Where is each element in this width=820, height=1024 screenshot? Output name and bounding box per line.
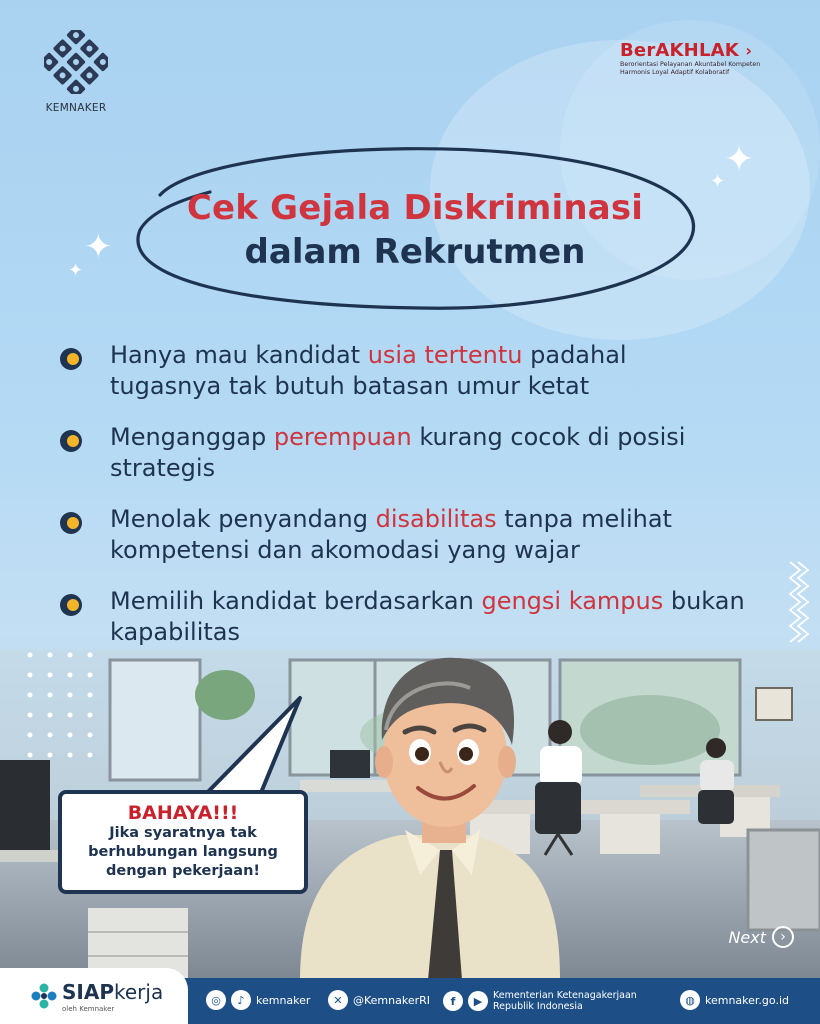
- sparkle-icon: ✦: [68, 260, 84, 281]
- next-button[interactable]: [728, 926, 794, 948]
- list-item-text: Menolak penyandang disabilitas tanpa melihat kompetensi dan akomodasi yang wajar: [110, 505, 672, 564]
- berakhlak-line2: Harmonis Loyal Adaptif Kolaboratif: [620, 69, 730, 76]
- title-line1: Cek Gejala Diskriminasi: [186, 188, 644, 228]
- siapkerja-wordmark: SIAPkerja: [62, 980, 164, 1004]
- bubble-line3: dengan pekerjaan!: [106, 863, 260, 879]
- list-item: [58, 504, 778, 566]
- bullet-dot-icon: [60, 348, 82, 370]
- symptom-list: [58, 340, 778, 668]
- ministry-line1: Kementerian Ketenagakerjaan: [493, 990, 637, 1001]
- sparkle-icon: ✦: [724, 139, 755, 180]
- highlight-text: disabilitas: [375, 505, 497, 533]
- x-icon[interactable]: ✕: [328, 990, 348, 1010]
- chevron-right-icon: ›: [745, 41, 753, 60]
- list-item-text: Memilih kandidat berdasarkan gengsi kampus bukan kapabilitas: [110, 587, 745, 646]
- list-item-text: Menganggap perempuan kurang cocok di posisi strategis: [110, 423, 686, 482]
- ministry-name: [493, 990, 637, 1012]
- footer-social-x: [328, 990, 430, 1010]
- bubble-title: BAHAYA!!!: [127, 802, 239, 824]
- berakhlak-badge: [620, 40, 780, 77]
- siapkerja-logo: [30, 982, 58, 1010]
- berakhlak-title: [620, 40, 780, 61]
- sparkle-icon: ✦: [710, 171, 726, 192]
- zigzag-decoration: [786, 560, 812, 644]
- berakhlak-title-text: BerAKHLAK: [620, 40, 739, 61]
- highlight-text: gengsi kampus: [481, 587, 664, 615]
- globe-icon[interactable]: ◍: [680, 990, 700, 1010]
- title-line2: dalam Rekrutmen: [244, 232, 586, 272]
- kemnaker-logo-mark: [44, 30, 108, 94]
- social-handle-1[interactable]: kemnaker: [256, 993, 311, 1007]
- siapkerja-sub: oleh Kemnaker: [62, 1005, 115, 1013]
- list-item: [58, 586, 778, 648]
- footer-social-kemnaker: [206, 990, 310, 1010]
- bubble-line2: berhubungan langsung: [88, 844, 278, 860]
- bullet-dot-icon: [60, 512, 82, 534]
- footer-website: [680, 990, 789, 1010]
- website-link[interactable]: kemnaker.go.id: [705, 993, 789, 1007]
- org-name: KEMNAKER: [45, 102, 107, 114]
- list-item: [58, 422, 778, 484]
- sparkle-icon: ✦: [84, 227, 113, 267]
- speech-bubble: [58, 790, 308, 894]
- bubble-line1: Jika syaratnya tak: [109, 825, 257, 841]
- youtube-icon[interactable]: ▶: [468, 991, 488, 1011]
- ministry-line2: Republik Indonesia: [493, 1001, 583, 1012]
- kemnaker-logo: [40, 30, 112, 114]
- facebook-icon[interactable]: f: [443, 991, 463, 1011]
- instagram-icon[interactable]: ◎: [206, 990, 226, 1010]
- next-arrow-icon: ›: [772, 926, 794, 948]
- list-item: [58, 340, 778, 402]
- highlight-text: perempuan: [273, 423, 412, 451]
- siapkerja-brand: [0, 968, 188, 1024]
- next-label: Next: [728, 927, 766, 947]
- bullet-dot-icon: [60, 430, 82, 452]
- title-area: [120, 130, 710, 315]
- tiktok-icon[interactable]: ♪: [231, 990, 251, 1010]
- list-item-text: Hanya mau kandidat usia tertentu padahal tugasnya tak butuh batasan umur ketat: [110, 341, 627, 400]
- footer-ministry: [443, 990, 637, 1012]
- bullet-dot-icon: [60, 594, 82, 616]
- berakhlak-line1: Berorientasi Pelayanan Akuntabel Kompeten: [620, 61, 761, 68]
- highlight-text: usia tertentu: [367, 341, 523, 369]
- social-handle-2[interactable]: @KemnakerRI: [353, 993, 431, 1007]
